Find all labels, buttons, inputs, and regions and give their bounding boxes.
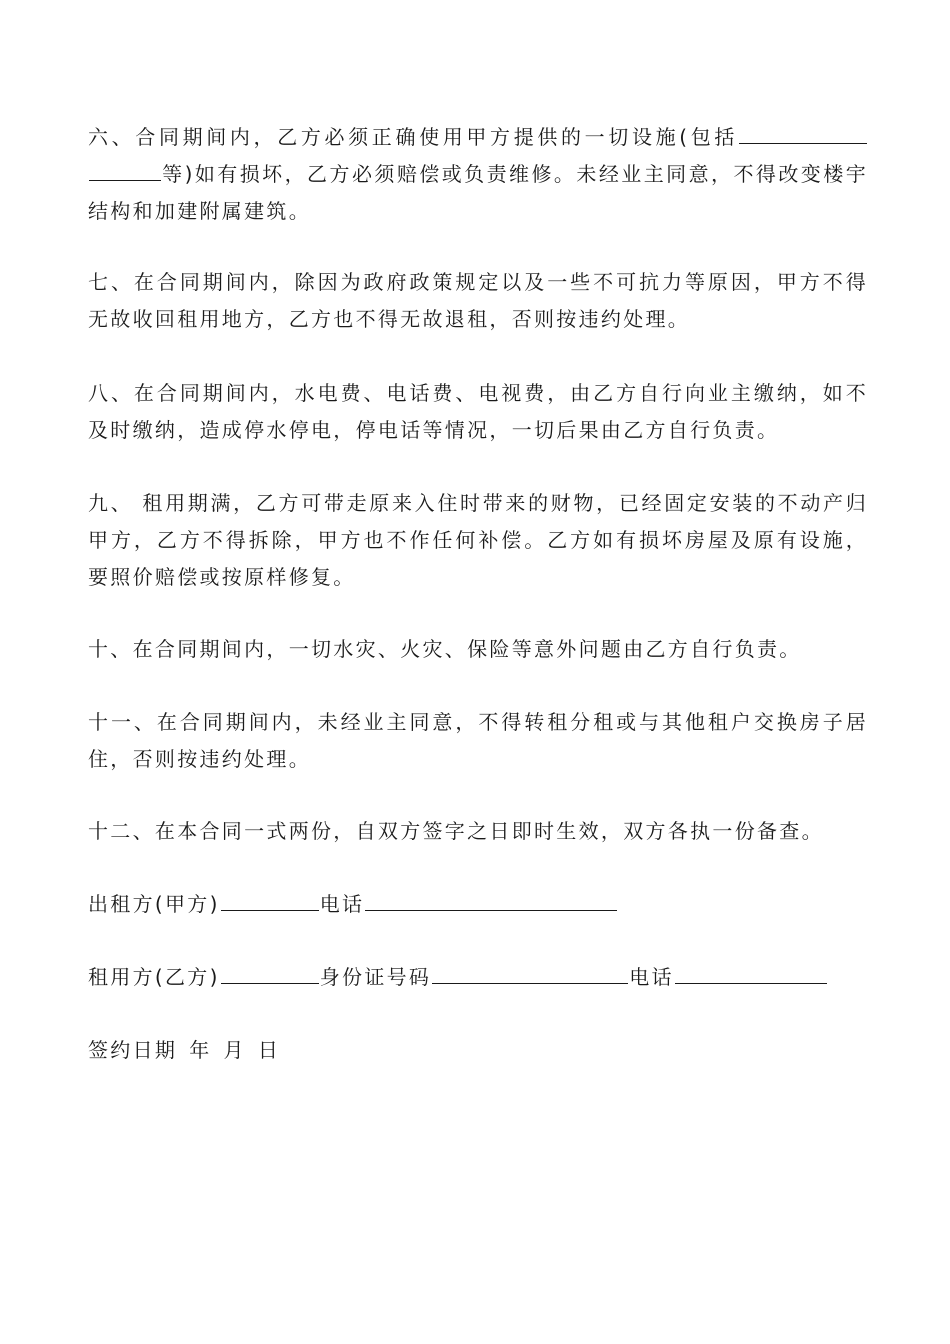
- date-label: 签约日期: [88, 1038, 178, 1062]
- clause-8: 八、在合同期间内，水电费、电话费、电视费，由乙方自行向业主缴纳，如不及时缴纳，造成停水停电，停电话等情况，一切后果由乙方自行负责。: [88, 381, 868, 442]
- month-label: 月: [223, 1038, 246, 1062]
- facilities-blank-field-cont[interactable]: [89, 158, 161, 181]
- lessee-phone-label: 电话: [629, 965, 674, 989]
- clause-6: [88, 119, 868, 230]
- clause-6-text-a: 六、合同期间内，乙方必须正确使用甲方提供的一切设施(包括: [88, 125, 738, 149]
- lessee-label: 租用方(乙方): [88, 965, 220, 989]
- clause-10: 十、在合同期间内，一切水灾、火灾、保险等意外问题由乙方自行负责。: [88, 637, 802, 661]
- lessor-signature-line: [88, 886, 618, 923]
- clause-12: 十二、在本合同一式两份，自双方签字之日即时生效，双方各执一份备查。: [88, 819, 824, 843]
- lessee-signature-line: [88, 959, 828, 996]
- day-label: 日: [257, 1038, 281, 1062]
- clause-7: 七、在合同期间内，除因为政府政策规定以及一些不可抗力等原因，甲方不得无故收回租用地方，乙方也不得无故退租，否则按违约处理。: [88, 270, 868, 331]
- signing-date-line: [88, 1032, 280, 1069]
- lessor-label: 出租方(甲方): [88, 892, 220, 916]
- facilities-blank-field[interactable]: [739, 121, 867, 144]
- lessee-phone-field[interactable]: [675, 961, 827, 984]
- lessor-phone-label: 电话: [319, 892, 365, 916]
- clause-6-text-b: 等)如有损坏，乙方必须赔偿或负责维修。未经业主同意，不得改变楼宇结构和加建附属建筑。: [88, 162, 868, 223]
- lessee-id-label: 身份证号码: [319, 965, 432, 989]
- clause-11: 十一、在合同期间内，未经业主同意，不得转租分租或与其他租户交换房子居住，否则按违约处理。: [88, 710, 868, 771]
- year-label: 年: [189, 1038, 212, 1062]
- clause-9: 九、 租用期满，乙方可带走原来入住时带来的财物，已经固定安装的不动产归甲方，乙方不得拆除，甲方也不作任何补偿。乙方如有损坏房屋及原有设施，要照价赔偿或按原样修复。: [88, 491, 868, 589]
- lessor-phone-field[interactable]: [365, 888, 617, 911]
- lessee-id-field[interactable]: [432, 961, 628, 984]
- lessee-name-field[interactable]: [221, 961, 319, 984]
- lessor-name-field[interactable]: [221, 888, 319, 911]
